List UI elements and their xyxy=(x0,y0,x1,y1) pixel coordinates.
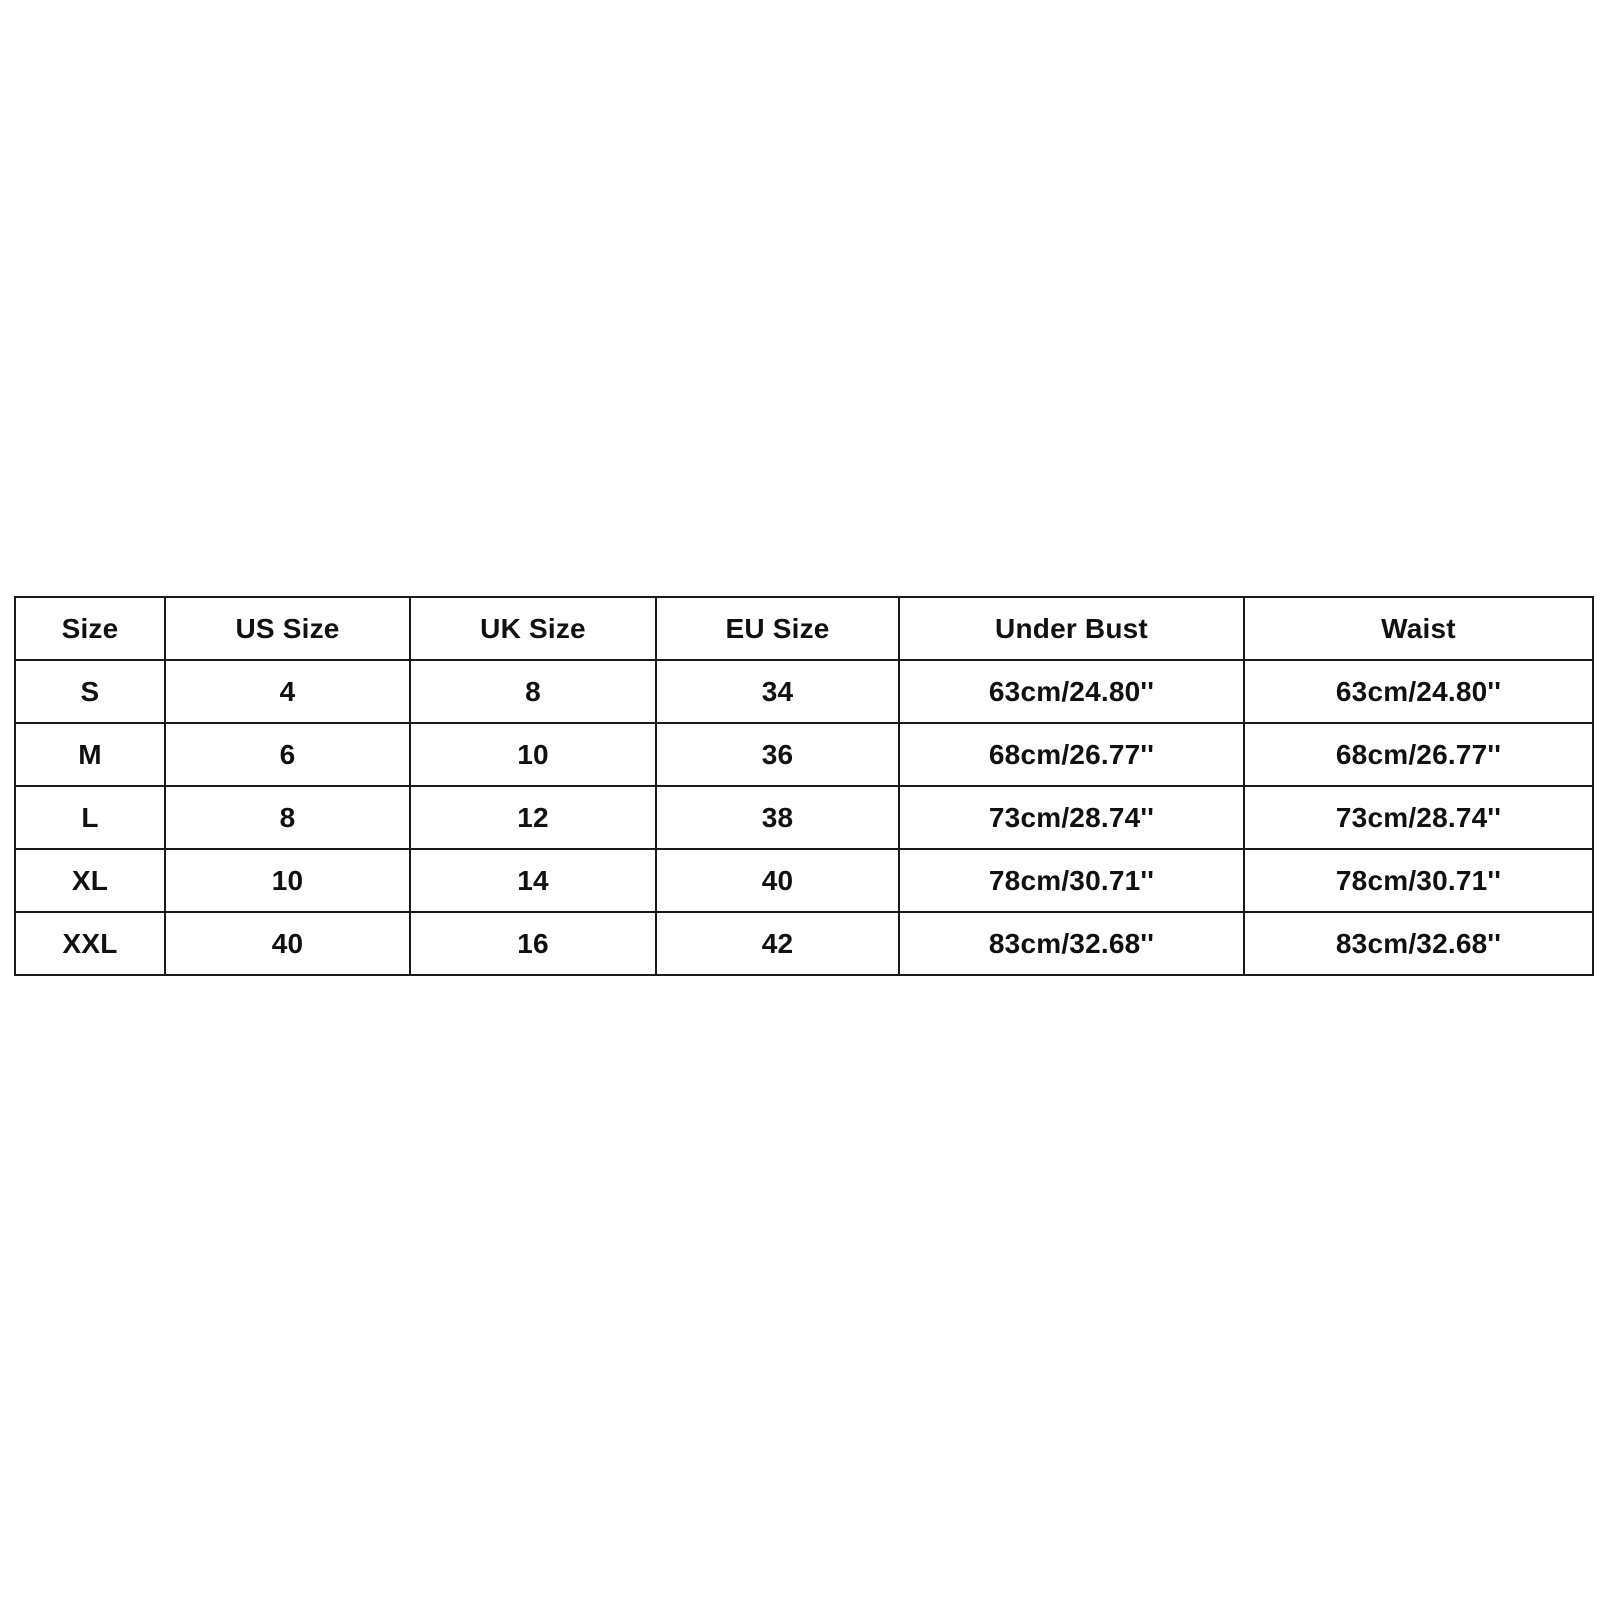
table-row xyxy=(15,849,1593,912)
cell-us-size: 40 xyxy=(165,912,410,975)
cell-waist: 68cm/26.77'' xyxy=(1244,723,1593,786)
cell-uk-size: 12 xyxy=(410,786,656,849)
cell-under-bust: 73cm/28.74'' xyxy=(899,786,1244,849)
size-chart-table xyxy=(14,596,1594,976)
header-under-bust: Under Bust xyxy=(899,597,1244,660)
cell-size: S xyxy=(15,660,165,723)
cell-size: XL xyxy=(15,849,165,912)
header-eu-size: EU Size xyxy=(656,597,899,660)
header-uk-size: UK Size xyxy=(410,597,656,660)
header-us-size: US Size xyxy=(165,597,410,660)
cell-size: L xyxy=(15,786,165,849)
cell-under-bust: 78cm/30.71'' xyxy=(899,849,1244,912)
table-row xyxy=(15,660,1593,723)
cell-eu-size: 38 xyxy=(656,786,899,849)
table-row xyxy=(15,786,1593,849)
cell-uk-size: 10 xyxy=(410,723,656,786)
cell-waist: 73cm/28.74'' xyxy=(1244,786,1593,849)
cell-uk-size: 14 xyxy=(410,849,656,912)
cell-size: M xyxy=(15,723,165,786)
cell-eu-size: 42 xyxy=(656,912,899,975)
cell-under-bust: 68cm/26.77'' xyxy=(899,723,1244,786)
cell-waist: 78cm/30.71'' xyxy=(1244,849,1593,912)
cell-size: XXL xyxy=(15,912,165,975)
cell-us-size: 8 xyxy=(165,786,410,849)
table-row xyxy=(15,723,1593,786)
cell-under-bust: 63cm/24.80'' xyxy=(899,660,1244,723)
cell-us-size: 10 xyxy=(165,849,410,912)
cell-eu-size: 36 xyxy=(656,723,899,786)
cell-eu-size: 34 xyxy=(656,660,899,723)
header-size: Size xyxy=(15,597,165,660)
table-header-row xyxy=(15,597,1593,660)
cell-us-size: 6 xyxy=(165,723,410,786)
cell-waist: 83cm/32.68'' xyxy=(1244,912,1593,975)
cell-eu-size: 40 xyxy=(656,849,899,912)
cell-us-size: 4 xyxy=(165,660,410,723)
header-waist: Waist xyxy=(1244,597,1593,660)
cell-uk-size: 8 xyxy=(410,660,656,723)
cell-waist: 63cm/24.80'' xyxy=(1244,660,1593,723)
table-row xyxy=(15,912,1593,975)
cell-under-bust: 83cm/32.68'' xyxy=(899,912,1244,975)
cell-uk-size: 16 xyxy=(410,912,656,975)
